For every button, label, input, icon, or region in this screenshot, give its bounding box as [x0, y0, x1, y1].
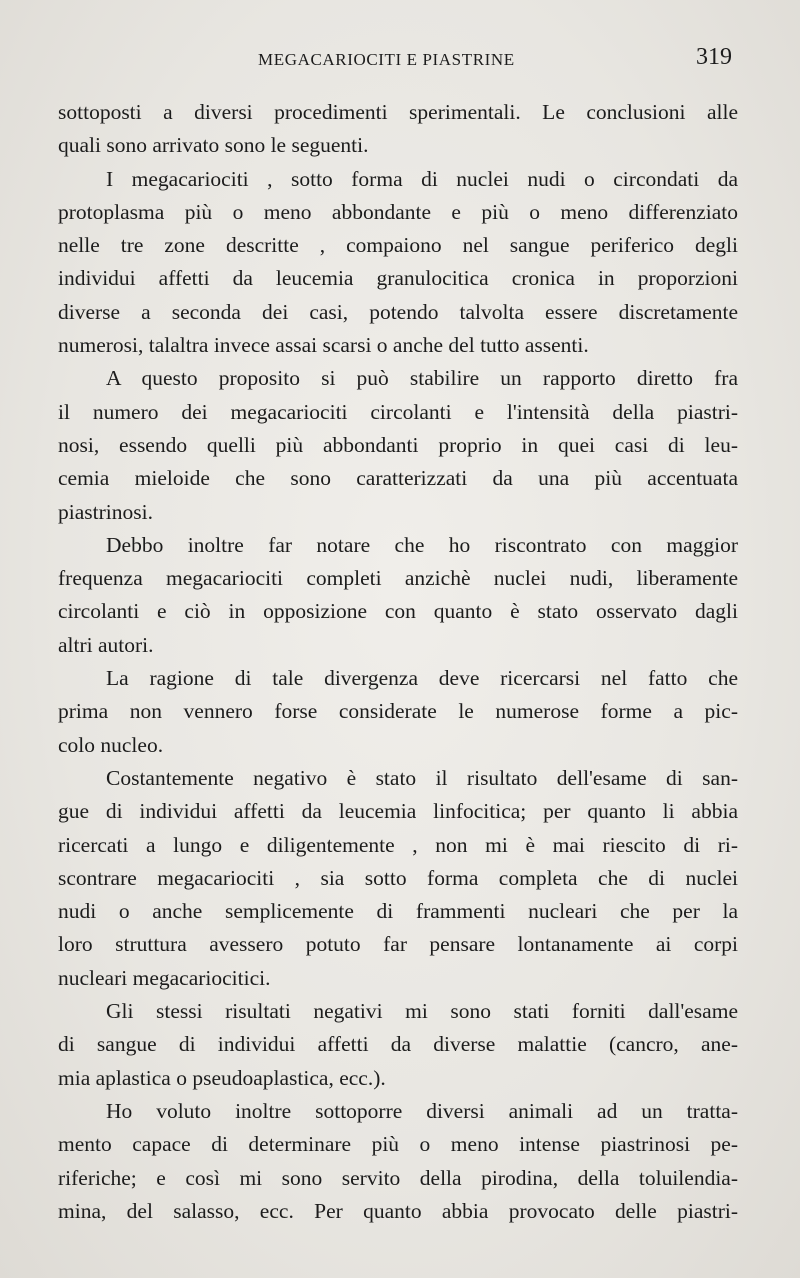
paragraph-first-line: Ho voluto inoltre sottoporre diversi animali ad un tratta-: [106, 1098, 738, 1123]
text-line: nelle tre zone descritte , compaiono nel sangue periferico degli: [58, 233, 738, 258]
paragraph-first-line: A questo proposito si può stabilire un rapporto diretto fra: [106, 366, 738, 391]
text-line: quali sono arrivato sono le seguenti.: [58, 133, 369, 158]
text-line: protoplasma più o meno abbondante e più o meno differenziato: [58, 199, 738, 224]
paragraph-first-line: Gli stessi risultati negativi mi sono stati forniti dall'esame: [106, 999, 738, 1024]
page-number: 319: [696, 44, 732, 70]
text-line: mia aplastica o pseudoaplastica, ecc.).: [58, 1065, 386, 1090]
text-line: nosi, essendo quelli più abbondanti proprio in quei casi di leu-: [58, 432, 738, 457]
text-line: prima non vennero forse considerate le numerose forme a pic-: [58, 699, 738, 724]
paragraph-first-line: I megacariociti , sotto forma di nuclei nudi o circondati da: [106, 166, 738, 191]
text-line: altri autori.: [58, 632, 154, 657]
text-line: colo nucleo.: [58, 732, 164, 757]
text-line: mento capace di determinare più o meno intense piastrinosi pe-: [58, 1132, 738, 1157]
text-line: loro struttura avessero potuto far pensare lontanamente ai corpi: [58, 932, 738, 957]
text-line: numerosi, talaltra invece assai scarsi o anche del tutto assenti.: [58, 333, 589, 358]
text-line: ricercati a lungo e diligentemente , non mi è mai riescito di ri-: [58, 832, 738, 857]
text-line: nudi o anche semplicemente di frammenti nucleari che per la: [58, 899, 738, 924]
text-line: nucleari megacariocitici.: [58, 965, 271, 990]
text-line: il numero dei megacariociti circolanti e l'intensità della piastri-: [58, 399, 738, 424]
text-line: mina, del salasso, ecc. Per quanto abbia provocato delle piastri-: [58, 1198, 738, 1223]
running-header: [0, 46, 800, 74]
text-line: cemia mieloide che sono caratterizzati da una più accentuata: [58, 466, 738, 491]
text-line: di sangue di individui affetti da diverse malattie (cancro, ane-: [58, 1032, 738, 1057]
paragraph-first-line: Costantemente negativo è stato il risultato dell'esame di san-: [106, 765, 738, 790]
paragraph-first-line: Debbo inoltre far notare che ho riscontrato con maggior: [106, 532, 738, 557]
text-line: individui affetti da leucemia granulocitica cronica in proporzioni: [58, 266, 738, 291]
text-line: circolanti e ciò in opposizione con quanto è stato osservato dagli: [58, 599, 738, 624]
text-line: scontrare megacariociti , sia sotto forma completa che di nuclei: [58, 865, 738, 890]
running-title: MEGACARIOCITI E PIASTRINE: [258, 50, 515, 69]
text-line: piastrinosi.: [58, 499, 153, 524]
text-line: gue di individui affetti da leucemia linfocitica; per quanto li abbia: [58, 799, 738, 824]
text-line: riferiche; e così mi sono servito della pirodina, della toluilendia-: [58, 1165, 738, 1190]
text-line: diverse a seconda dei casi, potendo talvolta essere discretamente: [58, 299, 738, 324]
text-line: sottoposti a diversi procedimenti sperimentali. Le conclusioni alle: [58, 100, 738, 124]
paragraph-first-line: La ragione di tale divergenza deve ricercarsi nel fatto che: [106, 666, 738, 691]
body-text: [58, 96, 738, 1228]
text-line: frequenza megacariociti completi anzichè nuclei nudi, liberamente: [58, 566, 738, 591]
